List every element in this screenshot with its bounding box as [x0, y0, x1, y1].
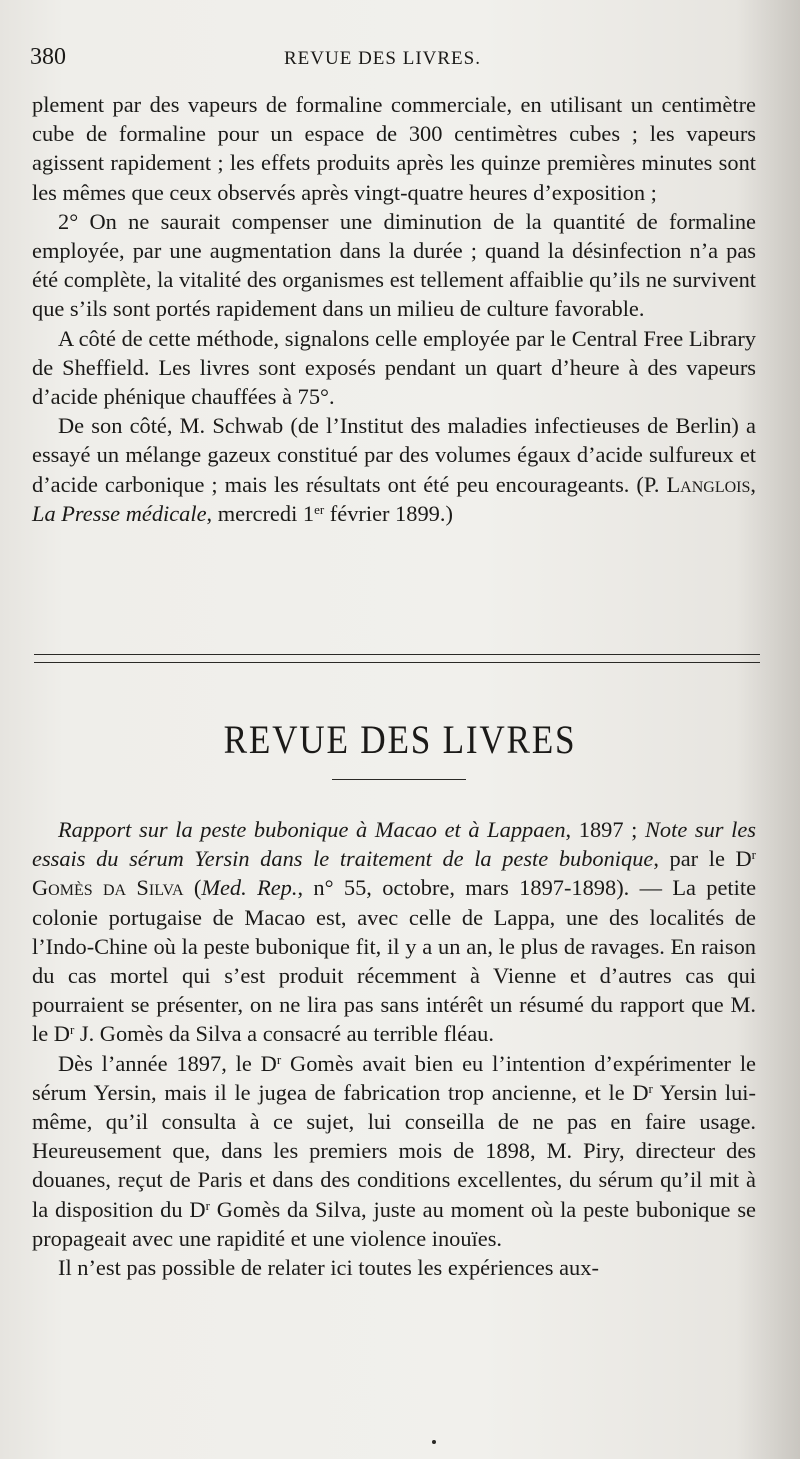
- paragraph-schwab: [32, 411, 756, 528]
- serum-sup-2: r: [648, 1080, 653, 1096]
- citation-separator: ,: [750, 471, 756, 497]
- page-number: 380: [30, 44, 66, 70]
- review-dr-sup: r: [69, 1022, 75, 1038]
- serum-d: Gomès da Silva, juste au moment où la peste bubonique se propageait avec une rapidité et une violence inouïes.: [32, 1196, 756, 1251]
- serum-b: Gomès avait bien eu l’intention d’expérimenter le sérum Yersin, mais il le jugea de fabrication trop ancienne, et le D: [32, 1050, 756, 1105]
- paragraph-continuation: plement par des vapeurs de formaline commerciale, en utilisant un centimètre cube de formaline pour un espace de 300 centimètres cubes ; les vapeurs agissent rapidement ; les effets produits après les quinze premières minutes sont les mêmes que ceux observés après vingt-quatre heures d’exposition ;: [32, 92, 756, 205]
- review-body: , n° 55, octobre, mars 1897-1898). — La petite colonie portugaise de Macao est, avec celle de Lappa, une des localités de l’Indo-Chine où la peste bubonique fit, il y a un an, le plus de ravages. En raison du cas mortel qui s’est produit récemment à Vienne et d’autres cas qui pourraient se présenter, on ne lira pas sans intérêt un résumé du rapport que M. le D: [32, 875, 757, 1047]
- text-block-top: [32, 90, 756, 528]
- paragraph-sheffield: A côté de cette méthode, signalons celle employée par le Central Free Library de Sheffield. Les livres sont exposés pendant un quart d’heure à des vapeurs d’acide phénique chauffées à 75°.: [32, 325, 756, 410]
- serum-a: Dès l’année 1897, le D: [58, 1050, 277, 1076]
- double-rule-divider: [34, 654, 760, 663]
- review-title-1: Rapport sur la peste bubonique à Macao et à Lappaen: [58, 817, 566, 842]
- text-block-bottom: [32, 815, 756, 1282]
- section-title: REVUE DES LIVRES: [223, 717, 577, 762]
- paragraph-final: Il n’est pas possible de relater ici toutes les expériences aux-: [58, 1255, 599, 1281]
- schwab-text: De son côté, M. Schwab (de l’Institut des maladies infectieuses de Berlin) a essayé un mélange gazeux constitué par des volumes égaux d’acide sulfureux et d’acide carbonique ; mais les résultats ont été peu encourageants. (P.: [32, 413, 756, 497]
- citation-date-post: février 1899.): [324, 500, 453, 526]
- citation-author: Langlois: [666, 471, 751, 497]
- review-by-sup: r: [751, 847, 756, 863]
- review-entry: [32, 815, 756, 1049]
- review-tail: J. Gomès da Silva a consacré au terrible fléau.: [74, 1021, 494, 1047]
- ink-dot: [432, 1440, 436, 1444]
- citation-journal: La Presse médicale: [32, 500, 207, 526]
- review-title-2: Note sur les essais du sérum Yersin dans le traitement de la peste bubonique: [32, 817, 756, 872]
- review-year: , 1897 ;: [565, 817, 645, 842]
- citation-date-sup: er: [314, 501, 325, 517]
- review-paren-open: (: [183, 875, 202, 901]
- serum-sup-3: r: [205, 1197, 210, 1213]
- review-by: , par le D: [653, 846, 752, 872]
- running-head: REVUE DES LIVRES.: [284, 48, 481, 69]
- serum-sup-1: r: [276, 1051, 282, 1067]
- page-header: [30, 44, 770, 76]
- title-underline: [332, 779, 466, 780]
- citation-date-pre: , mercredi 1: [206, 500, 315, 526]
- review-author: Gomès da Silva: [32, 875, 184, 901]
- paragraph-serum: [32, 1049, 756, 1253]
- paragraph-point-2: 2° On ne saurait compenser une diminution de la quantité de formaline employée, par une augmentation dans la durée ; quand la désinfection n’a pas été complète, la vitalité des organismes est tellement affaiblie qu’ils ne survivent que s’ils sont portés rapidement dans un milieu de culture favorable.: [32, 208, 756, 322]
- serum-c: Yersin lui-même, qu’il consulta à ce sujet, lui conseilla de ne pas en faire usage. Heureusement que, dans les premiers mois de 1898, M. Piry, directeur des douanes, reçut de Paris et dans des conditions excellentes, du sérum qu’il mit à la disposition du D: [32, 1079, 756, 1222]
- review-source: Med. Rep.: [201, 875, 298, 901]
